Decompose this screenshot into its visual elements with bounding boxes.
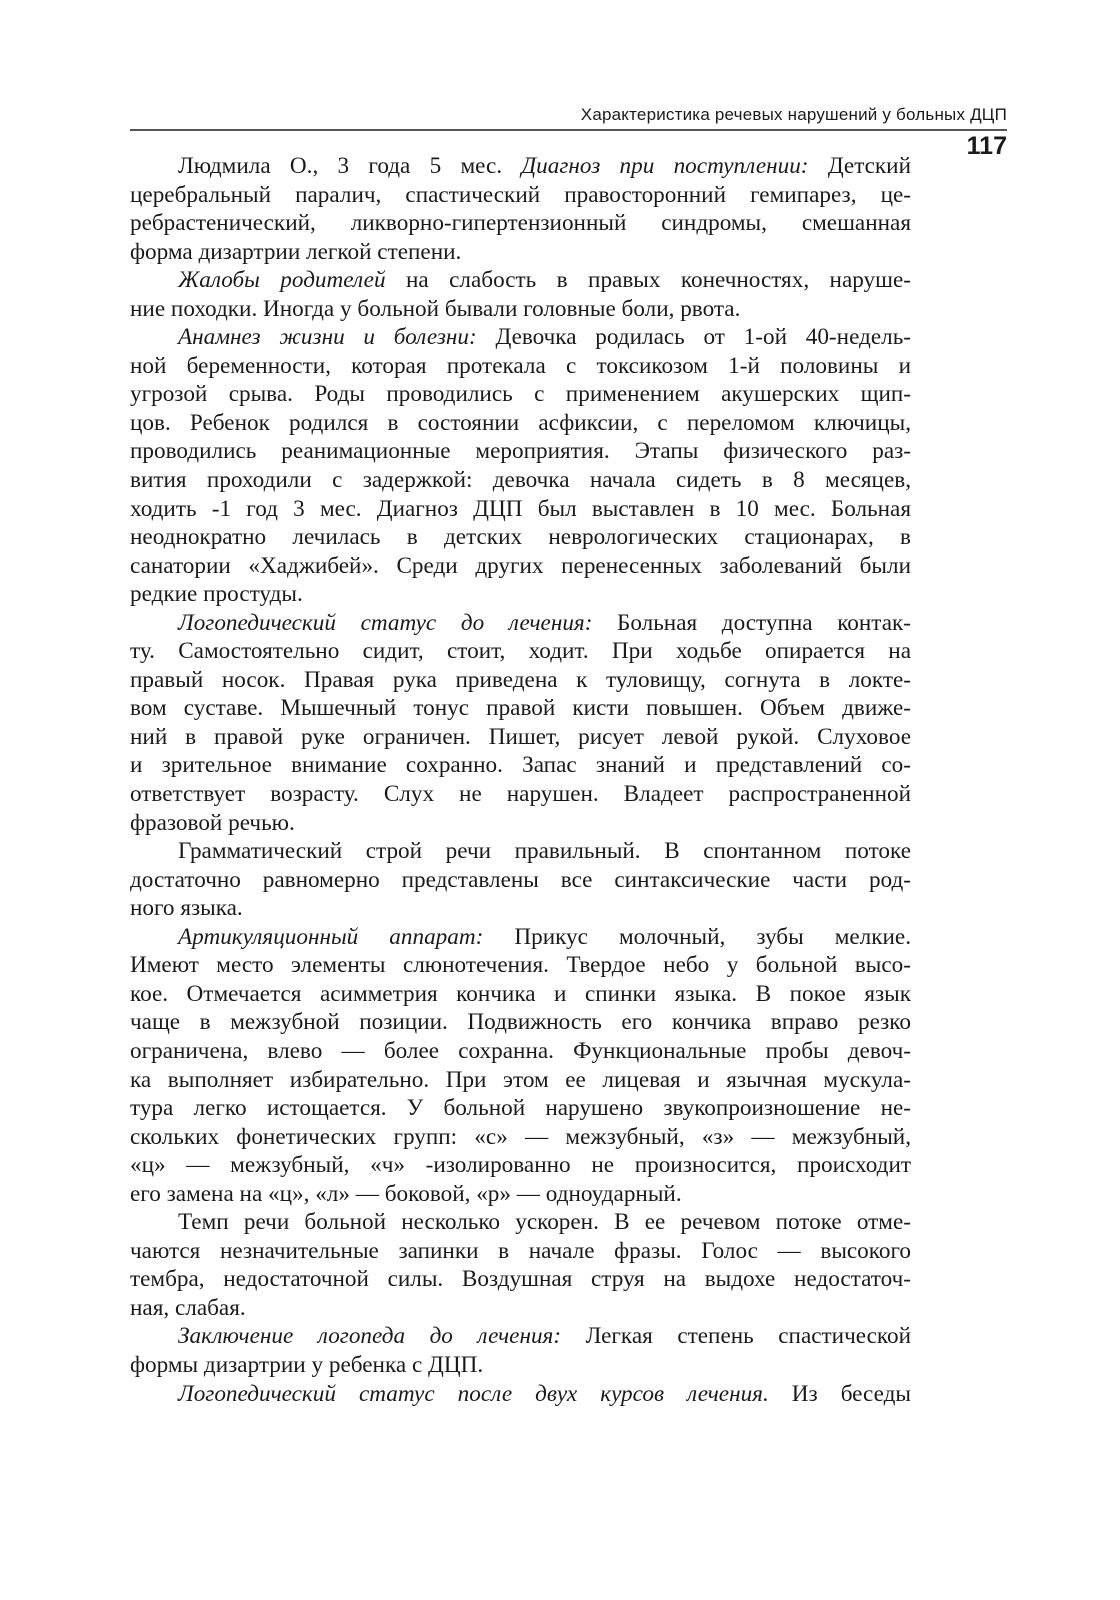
text-run: форма дизартрии легкой степени.	[130, 238, 462, 265]
text-line	[130, 1265, 911, 1294]
text-line	[130, 751, 911, 780]
text-run: ка выполняет избирательно. При этом ее лицевая и язычная мускула-	[130, 1066, 911, 1093]
text-line	[130, 1151, 911, 1180]
italic-run: Артикуляционный аппарат:	[178, 923, 484, 950]
text-run: ная, слабая.	[130, 1294, 246, 1321]
text-run: ту. Самостоятельно сидит, стоит, ходит. При ходьбе опирается на	[130, 638, 911, 665]
text-run: проводились реанимационные мероприятия. Этапы физического раз-	[130, 438, 911, 465]
text-line	[130, 837, 911, 866]
text-run: «ц» — межзубный, «ч» -изолированно не произносится, происходит	[130, 1152, 911, 1179]
text-line	[130, 666, 911, 695]
paragraph	[130, 1380, 911, 1409]
text-line	[130, 437, 911, 466]
text-line	[130, 1180, 911, 1209]
paragraph	[130, 837, 911, 923]
text-line	[130, 1237, 911, 1266]
text-run: правый носок. Правая рука приведена к туловищу, согнута в локте-	[130, 666, 911, 693]
text-run: тура легко истощается. У больной нарушено звукопроизношение не-	[130, 1095, 911, 1122]
text-run: ние походки. Иногда у больной бывали головные боли, рвота.	[130, 295, 741, 322]
paragraph	[130, 609, 911, 837]
text-run: ответствует возрасту. Слух не нарушен. Владеет распространенной	[130, 781, 911, 808]
text-line	[130, 1066, 911, 1095]
paragraph	[130, 923, 911, 1208]
text-run: Имеют место элементы слюнотечения. Твердое небо у больной высо-	[130, 952, 911, 979]
paragraph	[130, 1322, 911, 1379]
text-line	[130, 409, 911, 438]
text-run: Людмила О., 3 года 5 мес.	[178, 153, 522, 179]
text-run: церебральный паралич, спастический правосторонний гемипарез, це-	[130, 181, 911, 208]
text-line	[130, 866, 911, 895]
text-line	[130, 209, 911, 238]
text-run: чаще в межзубной позиции. Подвижность его кончика вправо резко	[130, 1009, 911, 1036]
text-line	[130, 466, 911, 495]
text-run: Больная доступна контак-	[592, 609, 911, 636]
text-line	[130, 1208, 911, 1237]
text-run: тембра, недостаточной силы. Воздушная струя на выдохе недостаточ-	[130, 1266, 911, 1293]
text-line	[130, 1322, 911, 1351]
text-line	[130, 152, 911, 181]
text-run: Девочка родилась от 1-ой 40-недель-	[476, 324, 912, 351]
paragraph	[130, 323, 911, 608]
text-line	[130, 637, 911, 666]
text-run: цов. Ребенок родился в состоянии асфиксии, с переломом ключицы,	[130, 409, 911, 436]
italic-run: Логопедический статус после двух курсов лечения.	[178, 1380, 769, 1407]
text-run: ребрастенический, ликворно-гипертензионный синдромы, смешанная	[130, 210, 911, 237]
text-line	[130, 1094, 911, 1123]
text-run: редкие простуды.	[130, 581, 303, 608]
text-run: ной беременности, которая протекала с токсикозом 1-й половины и	[130, 352, 911, 379]
text-run: вития проходили с задержкой: девочка начала сидеть в 8 месяцев,	[130, 467, 911, 494]
text-line	[130, 523, 911, 552]
text-run: Легкая степень спастической	[561, 1323, 911, 1350]
paragraph	[130, 1208, 911, 1322]
italic-run: Жалобы родителей	[178, 267, 386, 294]
text-line	[130, 723, 911, 752]
text-run: достаточно равномерно представлены все синтаксические части род-	[130, 866, 911, 893]
italic-run: Логопедический статус до лечения:	[178, 609, 593, 636]
text-run: Детский	[808, 153, 911, 179]
text-line	[130, 352, 911, 381]
text-line	[130, 923, 911, 952]
text-run: формы дизартрии у ребенка с ДЦП.	[130, 1351, 484, 1378]
text-run: Прикус молочный, зубы мелкие.	[483, 923, 912, 950]
text-run: фразовой речью.	[130, 809, 295, 836]
text-run: ний в правой руке ограничен. Пишет, рисует левой рукой. Слуховое	[130, 723, 911, 750]
page-number: 117	[966, 132, 1007, 160]
text-run: Грамматический строй речи правильный. В спонтанном потоке	[178, 838, 911, 865]
text-run: его замена на «ц», «л» — боковой, «р» — одноударный.	[130, 1180, 682, 1207]
text-run: ограничена, влево — более сохранна. Функциональные пробы девоч-	[130, 1037, 911, 1064]
text-run: угрозой срыва. Роды проводились с применением акушерских щип-	[130, 381, 911, 408]
text-line	[130, 1380, 911, 1409]
text-line	[130, 694, 911, 723]
text-line	[130, 1294, 911, 1323]
text-line	[130, 238, 911, 267]
text-line	[130, 1008, 911, 1037]
italic-run: Диагноз при поступлении:	[521, 153, 809, 179]
text-line	[130, 894, 911, 923]
header-rule	[130, 129, 1007, 131]
text-line	[130, 580, 911, 609]
text-line	[130, 181, 911, 210]
text-line	[130, 1123, 911, 1152]
text-run: и зрительное внимание сохранно. Запас знаний и представлений со-	[130, 752, 911, 779]
text-run: ного языка.	[130, 895, 243, 922]
text-line	[130, 1037, 911, 1066]
text-run: чаются незначительные запинки в начале фразы. Голос — высокого	[130, 1237, 911, 1264]
text-line	[130, 295, 911, 324]
text-line	[130, 266, 911, 295]
text-run: кое. Отмечается асимметрия кончика и спинки языка. В покое язык	[130, 980, 911, 1007]
text-line	[130, 323, 911, 352]
text-run: вом суставе. Мышечный тонус правой кисти повышен. Объем движе-	[130, 695, 911, 722]
text-line	[130, 552, 911, 581]
text-line	[130, 609, 911, 638]
text-run: санатории «Хаджибей». Среди других перенесенных заболеваний были	[130, 552, 911, 579]
running-header-title: Характеристика речевых нарушений у больных ДЦП	[580, 105, 1007, 124]
text-line	[130, 495, 911, 524]
paragraph	[130, 152, 911, 266]
paragraph	[130, 266, 911, 323]
text-line	[130, 980, 911, 1009]
text-run: ходить -1 год 3 мес. Диагноз ДЦП был выставлен в 10 мес. Больная	[130, 495, 911, 522]
italic-run: Заключение логопеда до лечения:	[178, 1323, 562, 1350]
text-run: Темп речи больной несколько ускорен. В ее речевом потоке отме-	[178, 1209, 911, 1236]
text-line	[130, 951, 911, 980]
text-run: неоднократно лечилась в детских неврологических стационарах, в	[130, 524, 911, 551]
italic-run: Анамнез жизни и болезни:	[178, 324, 477, 351]
text-run: Из беседы	[768, 1380, 911, 1407]
text-line	[130, 780, 911, 809]
text-line	[130, 380, 911, 409]
text-run: на слабость в правых конечностях, наруше-	[385, 267, 911, 294]
text-line	[130, 809, 911, 838]
body-text	[130, 152, 911, 1408]
text-run: скольких фонетических групп: «с» — межзубный, «з» — межзубный,	[130, 1123, 911, 1150]
text-line	[130, 1351, 911, 1380]
